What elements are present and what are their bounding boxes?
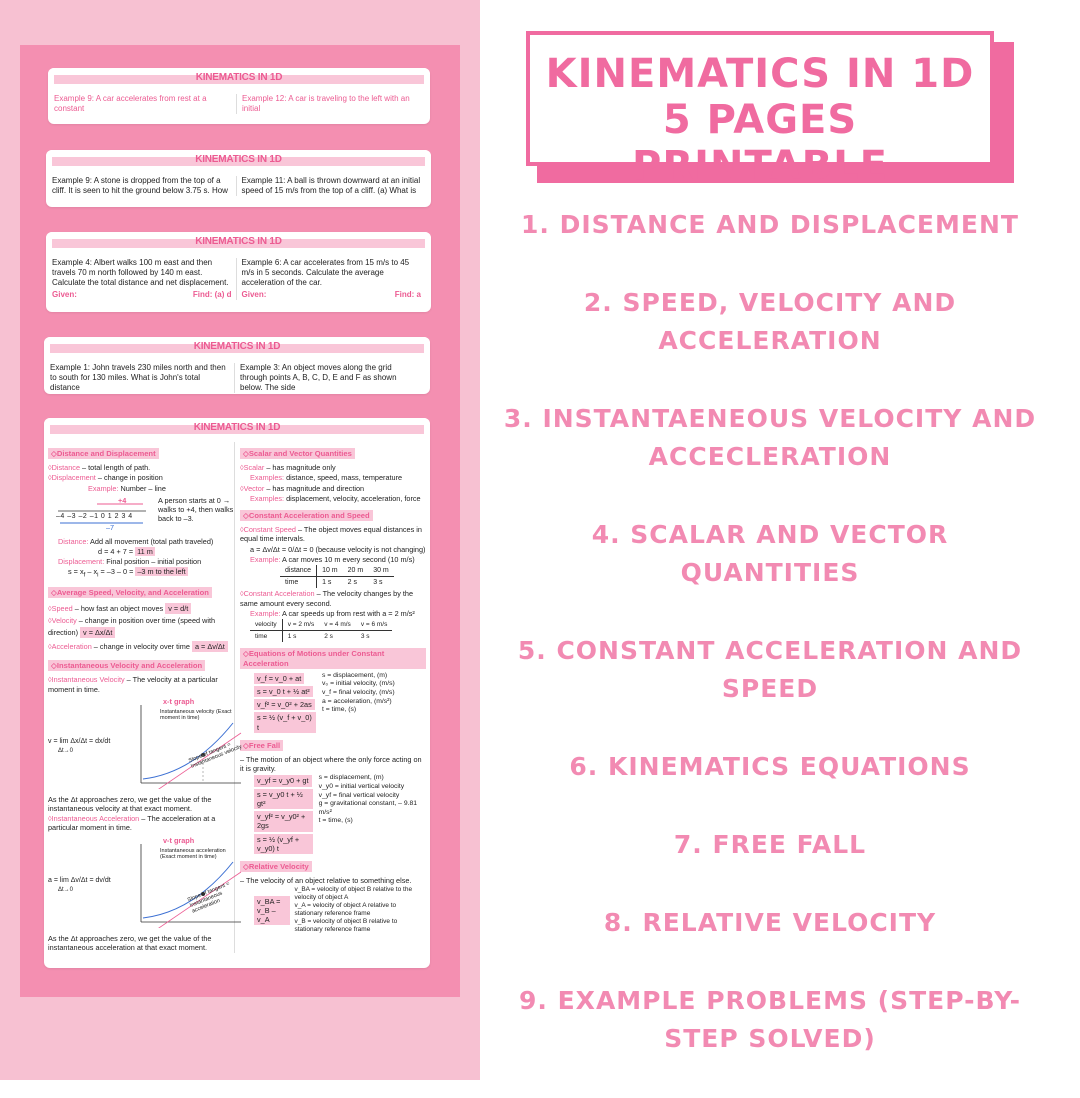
term: Instantaneous Acceleration (51, 814, 140, 824)
equation: v_BA = v_B – v_A (254, 896, 290, 926)
equation: v_f² = v_0² + 2as (254, 699, 315, 710)
section-heading: ◇ Equations of Motions under Constant Acceleration (240, 648, 426, 668)
sheet-title: KINEMATICS IN 1D (195, 236, 282, 247)
table-cell: 30 m (368, 565, 394, 577)
table-cell: 1 s (322, 579, 332, 587)
distance-text: Add all movement (total path traveled) (88, 536, 214, 546)
topic-item: 2. SPEED, VELOCITY AND ACCELERATION (583, 288, 957, 355)
acceleration-limit-formula: a = lim Δv/Δt = dv/dt (48, 876, 111, 884)
given-label: Given: (52, 290, 77, 299)
find-label: Find: a (394, 290, 421, 299)
velocity-limit-formula: v = lim Δx/Δt = dx/dt (48, 737, 111, 745)
legend-item: v₀ = initial velocity, (m/s) (322, 680, 395, 688)
xt-graph-title: x-t graph (163, 696, 195, 706)
given-label: Given: (241, 290, 267, 299)
sheet-text-left: Example 9: A stone is dropped from the top of a cliff. It is seen to hit the ground below 3.75 s. How (52, 176, 228, 195)
distance-calc: d = 4 + 7 = (98, 547, 136, 557)
vt-note: Instantaneous acceleration (Exact moment in time) (160, 847, 226, 861)
term: Velocity (51, 616, 77, 626)
examples-label: Examples: (250, 473, 285, 483)
equation: v_f = v_0 + at (254, 673, 304, 684)
table-cell: v = 6 m/s (356, 619, 393, 631)
number-line-ticks: –4 –3 –2 –1 0 1 2 3 4 (56, 512, 133, 520)
sheet-preview-main (44, 418, 430, 968)
example-label: Example: (250, 608, 281, 618)
examples-text: distance, speed, mass, temperature (284, 473, 403, 483)
sheet-text-right: Example 6: A car accelerates from 15 m/s to 45 m/s in 5 seconds. Calculate the average acceleration of the car. (241, 258, 410, 287)
legend-item: g = gravitational constant, – 9.81 m/s² (318, 800, 418, 816)
limit-subscript: Δt→0 (58, 886, 74, 893)
legend-item: v_yf = final vertical velocity (318, 791, 400, 799)
free-fall-block (240, 774, 426, 854)
term: Scalar (243, 463, 265, 473)
table-cell: time (250, 631, 282, 643)
sheet-text-right: Example 11: A ball is thrown downward at an initial speed of 15 m/s from the top of a cliff. (a) What is (236, 176, 426, 196)
topic-item: 5. CONSTANT ACCELERATION AND SPEED (517, 636, 1023, 703)
example-text: Number – line (118, 483, 166, 493)
table-cell: 2 s (347, 579, 357, 587)
definition: – has magnitude only (264, 463, 336, 473)
number-line-figure (48, 496, 234, 534)
sheet-preview-4 (46, 150, 431, 207)
legend-item: v_y0 = initial vertical velocity (318, 783, 405, 791)
distance-label: Distance: (58, 536, 89, 546)
definition: – how fast an object moves (72, 604, 164, 614)
definition: – The object moves equal distances in equal time intervals. (240, 525, 422, 544)
section-heading: ◇ Scalar and Vector Quantities (240, 448, 355, 459)
vt-graph-title: v-t graph (163, 835, 195, 845)
sheet-preview-2 (44, 337, 430, 394)
section-heading: ◇ Constant Acceleration and Speed (240, 510, 373, 521)
section-heading: ◇ Relative Velocity (240, 861, 312, 872)
xt-note: Instantaneous velocity (Exact moment in time) (160, 708, 232, 722)
main-left-column: ◇ Distance and Displacement ◊Distance – total length of path. ◊Displacement – change in position Example: Number – line +4 –4 –3 –2 –1 0 1 2 3 4 –7 A person starts at 0 → walks to +4, then walks back to –3. Distance: Add all movement (total path traveled) d = 4 + 7 = 11 m Displacement: Final position – initial position $s = x_f - x_i = -3 - 0 = -3$ m to the left ◇ Average Speed, Velocity, and Acceleration ◊Speed – how fast an object moves v = d/t ◊Velocity – change in position over time (speed with direction) v = Δx/Δt ◊Acceleration – change in velocity over time a = Δv/Δt ◇ Instantaneous Velocity and Acceleration ◊Instantaneous Velocity – The velocity at a particular moment in time. v = lim Δx/Δt = dx/dt Δt→0 x-t graph Instantaneous velocity (Exact moment in time) Slope of tangent = Instantaneous velocity As the Δt approaches zero, we get the value of the instantaneous velocity at that exact moment. ◊Instantaneous Acceleration – The acceleration at a particular moment in time. a = lim Δv/Δt = dv/dt Δt→0 v-t graph Instantaneous acceleration (Exact moment in time) Slope of tangent = Instantaneous acceleration As the Δt approaches zero, we get the value of the instantaneous acceleration at that exact moment. (48, 442, 234, 953)
displacement-text: Final position – initial position (104, 557, 202, 567)
definition: – The velocity at a particular moment in time. (48, 675, 218, 694)
relative-velocity-definition: – The velocity of an object relative to something else. (240, 876, 412, 886)
vt-graph-figure (48, 836, 234, 931)
definition: – total length of path. (80, 463, 151, 473)
term: Displacement (51, 473, 96, 483)
number-line-note: A person starts at 0 → walks to +4, then walks back to –3. (158, 495, 234, 524)
equation: s = ½ (v_f + v_0) t (254, 712, 316, 732)
term: Constant Acceleration (243, 589, 315, 599)
definition: – change in velocity over time (91, 641, 190, 651)
constant-speed-equation: a = Δv/Δt = 0/Δt = 0 (because velocity is not changing) (250, 544, 426, 554)
sheet-text-right: Example 12: A car is traveling to the left with an initial (236, 94, 424, 114)
speed-equation: v = d/t (165, 603, 191, 614)
topic-list (500, 206, 1040, 1098)
topic-item: 3. INSTANTAENEOUS VELOCITY AND ACCECLERATION (503, 404, 1037, 471)
sheet-title: KINEMATICS IN 1D (193, 422, 281, 433)
definition: – change in position over time (speed with direction) (48, 616, 216, 637)
find-label: Find: (a) d (192, 290, 232, 299)
acceleration-equation: a = Δv/Δt (192, 641, 228, 652)
topic-item: 7. FREE FALL (673, 830, 867, 859)
table-cell: velocity (250, 619, 282, 631)
legend-item: t = time, (s) (318, 817, 353, 825)
equation: s = ½ (v_yf + v_y0) t (254, 834, 313, 854)
legend-item: t = time, (s) (322, 706, 357, 714)
distance-result: 11 m (137, 547, 153, 557)
equation: s = v_y0 t + ½ gt² (254, 789, 313, 809)
table-cell: 1 s (287, 633, 297, 641)
term: Vector (243, 483, 265, 493)
vt-slope-note: Slope of tangent = Instantaneous acceleration (186, 880, 231, 915)
topic-item: 4. SCALAR AND VECTOR QUANTITIES (591, 520, 949, 587)
term: Constant Speed (243, 525, 296, 535)
displacement-result: –3 m to the left (137, 567, 186, 577)
example-label: Example: (250, 554, 281, 564)
sheet-text-right: Example 3: An object moves along the grid through points A, B, C, D, E and F as shown below. The side (234, 363, 424, 393)
term: Speed (51, 604, 73, 614)
table-cell: 2 s (324, 633, 333, 641)
iv-note: As the Δt approaches zero, we get the value of the instantaneous velocity at that exact moment. (48, 794, 212, 813)
legend-item: s = displacement, (m) (318, 774, 384, 782)
table-cell: v = 4 m/s (319, 619, 356, 631)
topic-item: 8. RELATIVE VELOCITY (603, 908, 937, 937)
legend-item: v_B = velocity of object B relative to stationary reference frame (294, 918, 398, 934)
topic-item: 6. KINEMATICS EQUATIONS (569, 752, 971, 781)
relative-velocity-block (240, 886, 426, 934)
table-cell: 3 s (360, 633, 370, 641)
legend-item: a = acceleration, (m/s²) (322, 697, 392, 705)
topic-item: 9. EXAMPLE PROBLEMS (STEP-BY-STEP SOLVED) (519, 986, 1021, 1053)
section-heading: ◇ Free Fall (240, 740, 283, 751)
displacement-calc: s = x (68, 567, 84, 577)
xt-graph-figure (48, 696, 243, 792)
example-text: A car speeds up from rest with a = 2 m/s² (280, 608, 415, 618)
sheet-title: KINEMATICS IN 1D (193, 341, 281, 352)
velocity-time-table (250, 619, 392, 642)
definition: – has magnitude and direction (264, 483, 365, 493)
table-cell: time (280, 577, 317, 589)
xt-slope-note: Slope of tangent = Instantaneous velocity (187, 741, 243, 770)
main-right-column: ◇ Scalar and Vector Quantities ◊Scalar – has magnitude only Examples: distance, speed, mass, temperature ◊Vector – has magnitude and direction Examples: displacement, velocity, acceleration, force ◇ Constant Acceleration and Speed ◊Constant Speed – The object moves equal distances in equal time intervals. a = Δv/Δt = 0/Δt = 0 (because velocity is not changing) Example: A car moves 10 m every second (10 m/s) distance 10 m 20 m 30 m time 1 s 2 s 3 s ◊Constant Acceleration – The velocity changes by the same amount every second. Example: A car speeds up from rest with a = 2 m/s² velocity v = 2 m/s v = 4 m/s v = 6 m/s time 1 s 2 s 3 s ◇ Equations of Motions under Constant Acceleration v_f = v_0 + at s = v_0 t + ½ at² v_f² = v_0² + 2as s = ½ (v_f + v_0) t s = displacement, (m) v₀ = initial velocity, (m/s) v_f = final velocity, (m/s) a = acceleration, (m/s²) t = time, (s) ◇ Free Fall – The motion of an object where the only force acting on it is gravity. v_yf = v_y0 + gt s = v_y0 t + ½ gt² v_yf² = v_y0² + 2gs s = ½ (v_yf + v_y0) t s = displacement, (m) v_y0 = initial vertical velocity v_yf = final vertical velocity g = gravitational constant, – 9.81 m/s² t = time, (s) ◇ Relative Velocity – The velocity of an object relative to something else. v_BA = v_B – v_A v_BA = velocity of object B relative to the velocity of object A v_A = velocity of object A relative to stationary reference frame v_B = velocity of object B relative to stationary reference frame (234, 442, 426, 953)
sheet-preview-3 (46, 232, 431, 312)
example-label: Example: (88, 483, 119, 493)
sheet-text-left: Example 4: Albert walks 100 m east and then travels 70 m north followed by 140 m east. Calculate the total distance and net displacement. (52, 258, 229, 287)
ia-note: As the Δt approaches zero, we get the value of the instantaneous acceleration at that exact moment. (48, 933, 212, 952)
sheet-text-left: Example 9: A car accelerates from rest at a constant (54, 94, 207, 113)
sheet-title: KINEMATICS IN 1D (195, 72, 283, 83)
definition: – The acceleration at a particular moment in time. (48, 814, 216, 833)
legend-item: v_A = velocity of object A relative to stationary reference frame (294, 902, 397, 918)
legend-item: v_f = final velocity, (m/s) (322, 689, 395, 697)
legend-item: v_BA = velocity of object B relative to the velocity of object A (294, 886, 413, 902)
velocity-equation: v = Δx/Δt (80, 627, 115, 638)
term: Acceleration (51, 641, 92, 651)
section-heading: ◇ Distance and Displacement (48, 448, 159, 459)
section-heading: ◇ Average Speed, Velocity, and Acceleration (48, 587, 212, 598)
headline-box (526, 31, 994, 189)
displacement-calc: = –3 – 0 = (98, 567, 136, 577)
term: Instantaneous Velocity (51, 675, 125, 685)
headline-line-2: 5 PAGES PRINTABLE (632, 97, 888, 189)
example-text: A car moves 10 m every second (10 m/s) (280, 554, 415, 564)
sheet-preview-5 (48, 68, 430, 124)
equations-block (240, 672, 426, 734)
headline-line-1: KINEMATICS IN 1D (545, 51, 975, 97)
minus-seven-label: –7 (106, 522, 115, 532)
free-fall-definition: – The motion of an object where the only force acting on it is gravity. (240, 755, 422, 774)
table-cell: v = 2 m/s (282, 619, 319, 631)
section-heading: ◇ Instantaneous Velocity and Acceleration (48, 660, 205, 671)
limit-subscript: Δt→0 (58, 747, 74, 754)
legend-item: s = displacement, (m) (322, 671, 388, 679)
term: Distance (51, 463, 80, 473)
distance-time-table (280, 565, 394, 588)
plus-four-label: +4 (118, 495, 127, 505)
definition: – The velocity changes by the same amount every second. (240, 589, 414, 608)
examples-label: Examples: (250, 493, 285, 503)
equation: v_yf = v_y0 + gt (254, 775, 312, 786)
table-cell: 20 m (343, 565, 369, 577)
examples-text: displacement, velocity, acceleration, force (284, 493, 421, 503)
equation: s = v_0 t + ½ at² (254, 686, 313, 697)
sheet-title: KINEMATICS IN 1D (195, 154, 282, 165)
displacement-label: Displacement: (58, 557, 105, 567)
displacement-calc: – x (85, 567, 98, 577)
sheet-text-left: Example 1: John travels 230 miles north and then to south for 130 miles. What is John's total distance (50, 363, 226, 392)
table-cell: 3 s (373, 579, 383, 587)
topic-item: 1. DISTANCE AND DISPLACEMENT (521, 210, 1019, 239)
table-cell: distance (280, 565, 317, 577)
equation: v_yf² = v_y0² + 2gs (254, 811, 313, 831)
definition: – change in position (95, 473, 163, 483)
table-cell: 10 m (317, 565, 343, 577)
